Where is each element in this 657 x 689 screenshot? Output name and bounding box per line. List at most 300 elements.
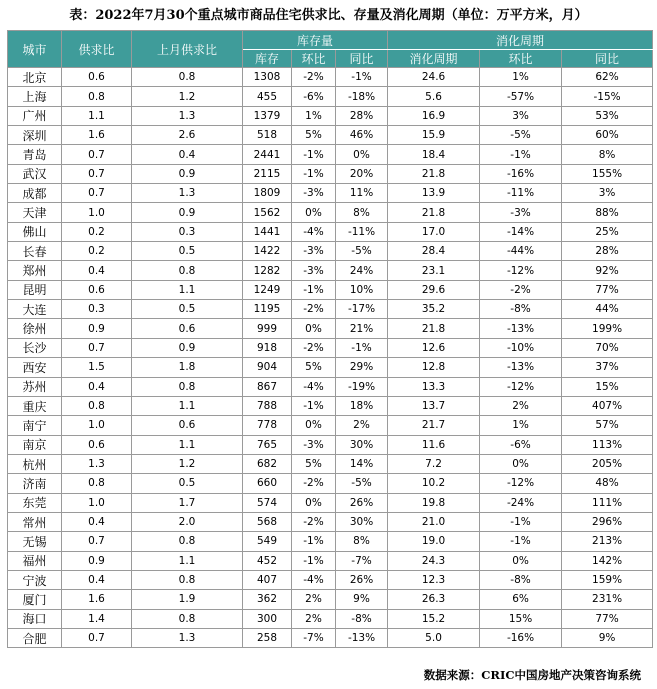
cell-digestion-yoy: 213% [562, 532, 653, 551]
cell-supply-demand-ratio: 0.9 [62, 551, 132, 570]
cell-inventory: 660 [243, 474, 292, 493]
table-row [8, 242, 653, 261]
cell-inventory: 1562 [243, 203, 292, 222]
cell-inventory: 574 [243, 493, 292, 512]
cell-last-month-ratio: 1.3 [132, 184, 243, 203]
cell-inventory-yoy: 21% [336, 319, 388, 338]
cell-digestion-yoy: 44% [562, 300, 653, 319]
cell-digestion-mom: -1% [480, 532, 562, 551]
cell-digestion-mom: -5% [480, 126, 562, 145]
col-group-digestion: 消化周期 [388, 31, 653, 50]
cell-last-month-ratio: 0.5 [132, 474, 243, 493]
cell-city: 上海 [8, 87, 62, 106]
cell-inventory-yoy: 9% [336, 590, 388, 609]
cell-inventory-mom: 5% [292, 454, 336, 473]
cell-city: 广州 [8, 106, 62, 125]
cell-digestion-mom: -3% [480, 203, 562, 222]
cell-supply-demand-ratio: 0.9 [62, 319, 132, 338]
cell-inventory-mom: -3% [292, 261, 336, 280]
cell-last-month-ratio: 2.6 [132, 126, 243, 145]
cell-digestion-yoy: 88% [562, 203, 653, 222]
cell-last-month-ratio: 0.6 [132, 416, 243, 435]
cell-city: 常州 [8, 512, 62, 531]
table-row [8, 435, 653, 454]
cell-digestion-mom: 15% [480, 609, 562, 628]
cell-digestion-yoy: 407% [562, 396, 653, 415]
cell-supply-demand-ratio: 1.0 [62, 493, 132, 512]
cell-inventory-mom: -1% [292, 396, 336, 415]
cell-inventory-mom: -1% [292, 164, 336, 183]
cell-supply-demand-ratio: 0.7 [62, 628, 132, 647]
cell-digestion-period: 12.3 [388, 570, 480, 589]
cell-digestion-mom: -1% [480, 512, 562, 531]
cell-last-month-ratio: 1.1 [132, 280, 243, 299]
cell-last-month-ratio: 0.9 [132, 203, 243, 222]
cell-inventory-yoy: 11% [336, 184, 388, 203]
cell-inventory-yoy: -19% [336, 377, 388, 396]
cell-city: 深圳 [8, 126, 62, 145]
cell-city: 佛山 [8, 222, 62, 241]
cell-supply-demand-ratio: 0.7 [62, 145, 132, 164]
cell-last-month-ratio: 1.1 [132, 396, 243, 415]
cell-supply-demand-ratio: 0.4 [62, 512, 132, 531]
cell-city: 青岛 [8, 145, 62, 164]
cell-inventory-mom: -4% [292, 377, 336, 396]
cell-supply-demand-ratio: 0.4 [62, 377, 132, 396]
cell-city: 长沙 [8, 338, 62, 357]
cell-inventory-yoy: 30% [336, 435, 388, 454]
cell-last-month-ratio: 1.8 [132, 358, 243, 377]
table-row [8, 628, 653, 647]
cell-city: 天津 [8, 203, 62, 222]
cell-last-month-ratio: 1.9 [132, 590, 243, 609]
col-header-digestion-period: 消化周期 [388, 50, 480, 68]
cell-inventory-yoy: -18% [336, 87, 388, 106]
cell-inventory: 452 [243, 551, 292, 570]
cell-inventory: 2441 [243, 145, 292, 164]
cell-digestion-yoy: 155% [562, 164, 653, 183]
cell-last-month-ratio: 0.8 [132, 532, 243, 551]
cell-supply-demand-ratio: 1.5 [62, 358, 132, 377]
cell-supply-demand-ratio: 0.6 [62, 435, 132, 454]
cell-digestion-yoy: 28% [562, 242, 653, 261]
cell-digestion-period: 35.2 [388, 300, 480, 319]
cell-inventory-yoy: 26% [336, 570, 388, 589]
cell-digestion-mom: -24% [480, 493, 562, 512]
table-row [8, 184, 653, 203]
col-header-inventory-mom: 环比 [292, 50, 336, 68]
cell-inventory-yoy: 14% [336, 454, 388, 473]
table-row [8, 609, 653, 628]
cell-last-month-ratio: 0.8 [132, 261, 243, 280]
table-body [8, 68, 653, 648]
cell-digestion-period: 24.6 [388, 68, 480, 87]
cell-supply-demand-ratio: 0.7 [62, 164, 132, 183]
cell-digestion-mom: 3% [480, 106, 562, 125]
cell-digestion-yoy: 8% [562, 145, 653, 164]
cell-last-month-ratio: 0.9 [132, 338, 243, 357]
cell-city: 南宁 [8, 416, 62, 435]
cell-inventory-yoy: 29% [336, 358, 388, 377]
cell-supply-demand-ratio: 1.1 [62, 106, 132, 125]
cell-inventory-yoy: 28% [336, 106, 388, 125]
cell-inventory-mom: -3% [292, 184, 336, 203]
table-row [8, 570, 653, 589]
cell-digestion-yoy: 77% [562, 609, 653, 628]
cell-inventory-yoy: -1% [336, 338, 388, 357]
cell-digestion-yoy: 77% [562, 280, 653, 299]
cell-digestion-period: 11.6 [388, 435, 480, 454]
cell-inventory-yoy: 8% [336, 532, 388, 551]
cell-city: 海口 [8, 609, 62, 628]
cell-inventory: 518 [243, 126, 292, 145]
cell-digestion-period: 15.2 [388, 609, 480, 628]
cell-digestion-yoy: 70% [562, 338, 653, 357]
cell-inventory: 1441 [243, 222, 292, 241]
cell-last-month-ratio: 1.2 [132, 454, 243, 473]
cell-digestion-period: 26.3 [388, 590, 480, 609]
cell-inventory: 1379 [243, 106, 292, 125]
cell-inventory-mom: 1% [292, 106, 336, 125]
cell-digestion-mom: -12% [480, 377, 562, 396]
cell-digestion-mom: -12% [480, 261, 562, 280]
cell-inventory: 867 [243, 377, 292, 396]
cell-inventory-yoy: -1% [336, 68, 388, 87]
table-row [8, 493, 653, 512]
cell-city: 昆明 [8, 280, 62, 299]
cell-inventory-mom: -2% [292, 68, 336, 87]
cell-inventory-yoy: -13% [336, 628, 388, 647]
table-row [8, 222, 653, 241]
cell-inventory-mom: -4% [292, 570, 336, 589]
cell-last-month-ratio: 1.3 [132, 106, 243, 125]
cell-last-month-ratio: 2.0 [132, 512, 243, 531]
cell-supply-demand-ratio: 1.0 [62, 416, 132, 435]
cell-digestion-period: 10.2 [388, 474, 480, 493]
cell-digestion-mom: 2% [480, 396, 562, 415]
col-header-digestion-yoy: 同比 [562, 50, 653, 68]
cell-inventory: 788 [243, 396, 292, 415]
cell-inventory: 1249 [243, 280, 292, 299]
cell-digestion-period: 18.4 [388, 145, 480, 164]
cell-inventory-mom: -3% [292, 435, 336, 454]
cell-digestion-period: 13.9 [388, 184, 480, 203]
cell-inventory-yoy: 8% [336, 203, 388, 222]
cell-city: 合肥 [8, 628, 62, 647]
cell-inventory-yoy: 0% [336, 145, 388, 164]
table-row [8, 377, 653, 396]
cell-digestion-mom: -8% [480, 570, 562, 589]
cell-inventory-yoy: -5% [336, 242, 388, 261]
col-header-last-month-ratio: 上月供求比 [132, 31, 243, 68]
cell-digestion-yoy: 60% [562, 126, 653, 145]
cell-city: 北京 [8, 68, 62, 87]
cell-digestion-period: 13.7 [388, 396, 480, 415]
cell-city: 武汉 [8, 164, 62, 183]
col-header-digestion-mom: 环比 [480, 50, 562, 68]
cell-supply-demand-ratio: 0.7 [62, 184, 132, 203]
cell-digestion-period: 15.9 [388, 126, 480, 145]
cell-inventory-yoy: 24% [336, 261, 388, 280]
cell-digestion-mom: -1% [480, 145, 562, 164]
table-row [8, 87, 653, 106]
table-title: 表：2022年7月30个重点城市商品住宅供求比、存量及消化周期（单位：万平方米，月） [69, 8, 588, 23]
housing-data-table [7, 30, 653, 648]
cell-last-month-ratio: 1.1 [132, 435, 243, 454]
cell-digestion-mom: -12% [480, 474, 562, 493]
cell-inventory-yoy: -7% [336, 551, 388, 570]
col-header-supply-demand-ratio: 供求比 [62, 31, 132, 68]
cell-last-month-ratio: 1.3 [132, 628, 243, 647]
cell-city: 长春 [8, 242, 62, 261]
cell-digestion-yoy: 199% [562, 319, 653, 338]
cell-inventory-mom: -3% [292, 242, 336, 261]
table-row [8, 512, 653, 531]
cell-supply-demand-ratio: 0.4 [62, 570, 132, 589]
cell-inventory: 407 [243, 570, 292, 589]
cell-digestion-period: 21.7 [388, 416, 480, 435]
cell-city: 成都 [8, 184, 62, 203]
cell-inventory-mom: 5% [292, 126, 336, 145]
cell-digestion-mom: 1% [480, 68, 562, 87]
cell-inventory: 1308 [243, 68, 292, 87]
table-row [8, 261, 653, 280]
cell-inventory-mom: -1% [292, 145, 336, 164]
table-row [8, 145, 653, 164]
cell-inventory-mom: 2% [292, 609, 336, 628]
cell-inventory-mom: -4% [292, 222, 336, 241]
cell-inventory-mom: -7% [292, 628, 336, 647]
col-header-inventory-yoy: 同比 [336, 50, 388, 68]
cell-inventory-mom: -2% [292, 512, 336, 531]
cell-digestion-yoy: 53% [562, 106, 653, 125]
cell-supply-demand-ratio: 0.2 [62, 242, 132, 261]
cell-inventory-mom: -2% [292, 474, 336, 493]
cell-inventory-mom: -1% [292, 551, 336, 570]
cell-city: 西安 [8, 358, 62, 377]
cell-digestion-period: 12.6 [388, 338, 480, 357]
cell-supply-demand-ratio: 0.8 [62, 474, 132, 493]
cell-last-month-ratio: 0.8 [132, 377, 243, 396]
table-row [8, 358, 653, 377]
cell-last-month-ratio: 0.5 [132, 242, 243, 261]
table-row [8, 300, 653, 319]
cell-digestion-mom: -57% [480, 87, 562, 106]
cell-inventory: 549 [243, 532, 292, 551]
cell-last-month-ratio: 1.7 [132, 493, 243, 512]
cell-inventory-yoy: -5% [336, 474, 388, 493]
table-row [8, 164, 653, 183]
cell-digestion-period: 19.0 [388, 532, 480, 551]
cell-digestion-mom: -2% [480, 280, 562, 299]
cell-digestion-yoy: 205% [562, 454, 653, 473]
cell-digestion-period: 12.8 [388, 358, 480, 377]
table-row [8, 590, 653, 609]
cell-city: 重庆 [8, 396, 62, 415]
cell-digestion-yoy: 48% [562, 474, 653, 493]
cell-inventory-mom: 2% [292, 590, 336, 609]
cell-digestion-mom: -44% [480, 242, 562, 261]
cell-inventory-mom: 0% [292, 416, 336, 435]
table-row [8, 68, 653, 87]
cell-digestion-mom: -16% [480, 628, 562, 647]
cell-city: 大连 [8, 300, 62, 319]
cell-digestion-mom: -6% [480, 435, 562, 454]
cell-digestion-yoy: 296% [562, 512, 653, 531]
cell-supply-demand-ratio: 0.6 [62, 68, 132, 87]
cell-digestion-period: 16.9 [388, 106, 480, 125]
cell-city: 福州 [8, 551, 62, 570]
cell-inventory-yoy: 30% [336, 512, 388, 531]
cell-digestion-yoy: 92% [562, 261, 653, 280]
cell-digestion-period: 19.8 [388, 493, 480, 512]
cell-digestion-mom: 0% [480, 454, 562, 473]
cell-digestion-period: 23.1 [388, 261, 480, 280]
cell-digestion-period: 5.6 [388, 87, 480, 106]
cell-inventory: 904 [243, 358, 292, 377]
cell-digestion-yoy: 111% [562, 493, 653, 512]
cell-inventory: 1809 [243, 184, 292, 203]
cell-digestion-mom: -16% [480, 164, 562, 183]
cell-digestion-yoy: 3% [562, 184, 653, 203]
col-header-inventory: 库存 [243, 50, 292, 68]
cell-supply-demand-ratio: 0.4 [62, 261, 132, 280]
col-header-city: 城市 [8, 31, 62, 68]
cell-inventory: 778 [243, 416, 292, 435]
cell-digestion-mom: 0% [480, 551, 562, 570]
cell-inventory-yoy: -8% [336, 609, 388, 628]
cell-inventory-mom: 5% [292, 358, 336, 377]
cell-city: 杭州 [8, 454, 62, 473]
cell-inventory: 1282 [243, 261, 292, 280]
data-source-note: 数据来源：CRIC中国房地产决策咨询系统 [423, 668, 641, 682]
cell-inventory: 765 [243, 435, 292, 454]
cell-supply-demand-ratio: 0.7 [62, 532, 132, 551]
cell-last-month-ratio: 0.5 [132, 300, 243, 319]
table-row [8, 551, 653, 570]
cell-city: 济南 [8, 474, 62, 493]
cell-digestion-period: 13.3 [388, 377, 480, 396]
cell-last-month-ratio: 0.6 [132, 319, 243, 338]
cell-supply-demand-ratio: 1.6 [62, 126, 132, 145]
cell-city: 厦门 [8, 590, 62, 609]
cell-inventory: 999 [243, 319, 292, 338]
table-row [8, 280, 653, 299]
cell-inventory-mom: 0% [292, 493, 336, 512]
cell-supply-demand-ratio: 1.6 [62, 590, 132, 609]
cell-digestion-mom: -13% [480, 319, 562, 338]
cell-digestion-period: 28.4 [388, 242, 480, 261]
cell-last-month-ratio: 1.2 [132, 87, 243, 106]
cell-digestion-yoy: 142% [562, 551, 653, 570]
cell-last-month-ratio: 0.8 [132, 570, 243, 589]
cell-inventory-mom: -2% [292, 300, 336, 319]
table-row [8, 338, 653, 357]
cell-digestion-mom: -10% [480, 338, 562, 357]
cell-inventory: 1195 [243, 300, 292, 319]
cell-digestion-mom: -8% [480, 300, 562, 319]
table-row [8, 532, 653, 551]
cell-digestion-period: 21.0 [388, 512, 480, 531]
cell-last-month-ratio: 0.8 [132, 609, 243, 628]
cell-last-month-ratio: 0.3 [132, 222, 243, 241]
cell-digestion-mom: 6% [480, 590, 562, 609]
cell-digestion-yoy: -15% [562, 87, 653, 106]
cell-supply-demand-ratio: 0.6 [62, 280, 132, 299]
cell-inventory-mom: -6% [292, 87, 336, 106]
cell-digestion-yoy: 159% [562, 570, 653, 589]
cell-inventory: 362 [243, 590, 292, 609]
cell-digestion-mom: -13% [480, 358, 562, 377]
cell-city: 徐州 [8, 319, 62, 338]
cell-inventory: 1422 [243, 242, 292, 261]
cell-inventory-yoy: 20% [336, 164, 388, 183]
cell-inventory: 568 [243, 512, 292, 531]
cell-inventory: 2115 [243, 164, 292, 183]
cell-last-month-ratio: 1.1 [132, 551, 243, 570]
cell-inventory: 258 [243, 628, 292, 647]
cell-inventory: 455 [243, 87, 292, 106]
table-row [8, 396, 653, 415]
cell-city: 南京 [8, 435, 62, 454]
table-row [8, 106, 653, 125]
cell-city: 郑州 [8, 261, 62, 280]
cell-digestion-period: 21.8 [388, 164, 480, 183]
cell-digestion-period: 29.6 [388, 280, 480, 299]
cell-digestion-period: 21.8 [388, 319, 480, 338]
cell-inventory-mom: 0% [292, 319, 336, 338]
cell-digestion-yoy: 62% [562, 68, 653, 87]
cell-last-month-ratio: 0.9 [132, 164, 243, 183]
cell-last-month-ratio: 0.4 [132, 145, 243, 164]
cell-digestion-yoy: 231% [562, 590, 653, 609]
cell-supply-demand-ratio: 0.7 [62, 338, 132, 357]
cell-inventory: 300 [243, 609, 292, 628]
cell-inventory-mom: -1% [292, 532, 336, 551]
cell-digestion-yoy: 9% [562, 628, 653, 647]
col-group-inventory: 库存量 [243, 31, 388, 50]
table-row [8, 203, 653, 222]
cell-supply-demand-ratio: 0.8 [62, 396, 132, 415]
cell-digestion-mom: 1% [480, 416, 562, 435]
cell-inventory-yoy: 18% [336, 396, 388, 415]
cell-city: 宁波 [8, 570, 62, 589]
cell-inventory-yoy: 2% [336, 416, 388, 435]
cell-digestion-period: 7.2 [388, 454, 480, 473]
cell-supply-demand-ratio: 0.2 [62, 222, 132, 241]
cell-supply-demand-ratio: 0.3 [62, 300, 132, 319]
cell-city: 无锡 [8, 532, 62, 551]
cell-digestion-yoy: 113% [562, 435, 653, 454]
cell-supply-demand-ratio: 1.0 [62, 203, 132, 222]
cell-digestion-mom: -14% [480, 222, 562, 241]
cell-supply-demand-ratio: 0.8 [62, 87, 132, 106]
cell-digestion-mom: -11% [480, 184, 562, 203]
cell-city: 东莞 [8, 493, 62, 512]
cell-digestion-period: 21.8 [388, 203, 480, 222]
cell-inventory-mom: -1% [292, 280, 336, 299]
cell-digestion-period: 17.0 [388, 222, 480, 241]
table-row [8, 474, 653, 493]
cell-inventory-yoy: 10% [336, 280, 388, 299]
cell-city: 苏州 [8, 377, 62, 396]
cell-digestion-yoy: 15% [562, 377, 653, 396]
cell-inventory: 918 [243, 338, 292, 357]
cell-last-month-ratio: 0.8 [132, 68, 243, 87]
table-row [8, 454, 653, 473]
table-row [8, 126, 653, 145]
table-row [8, 319, 653, 338]
